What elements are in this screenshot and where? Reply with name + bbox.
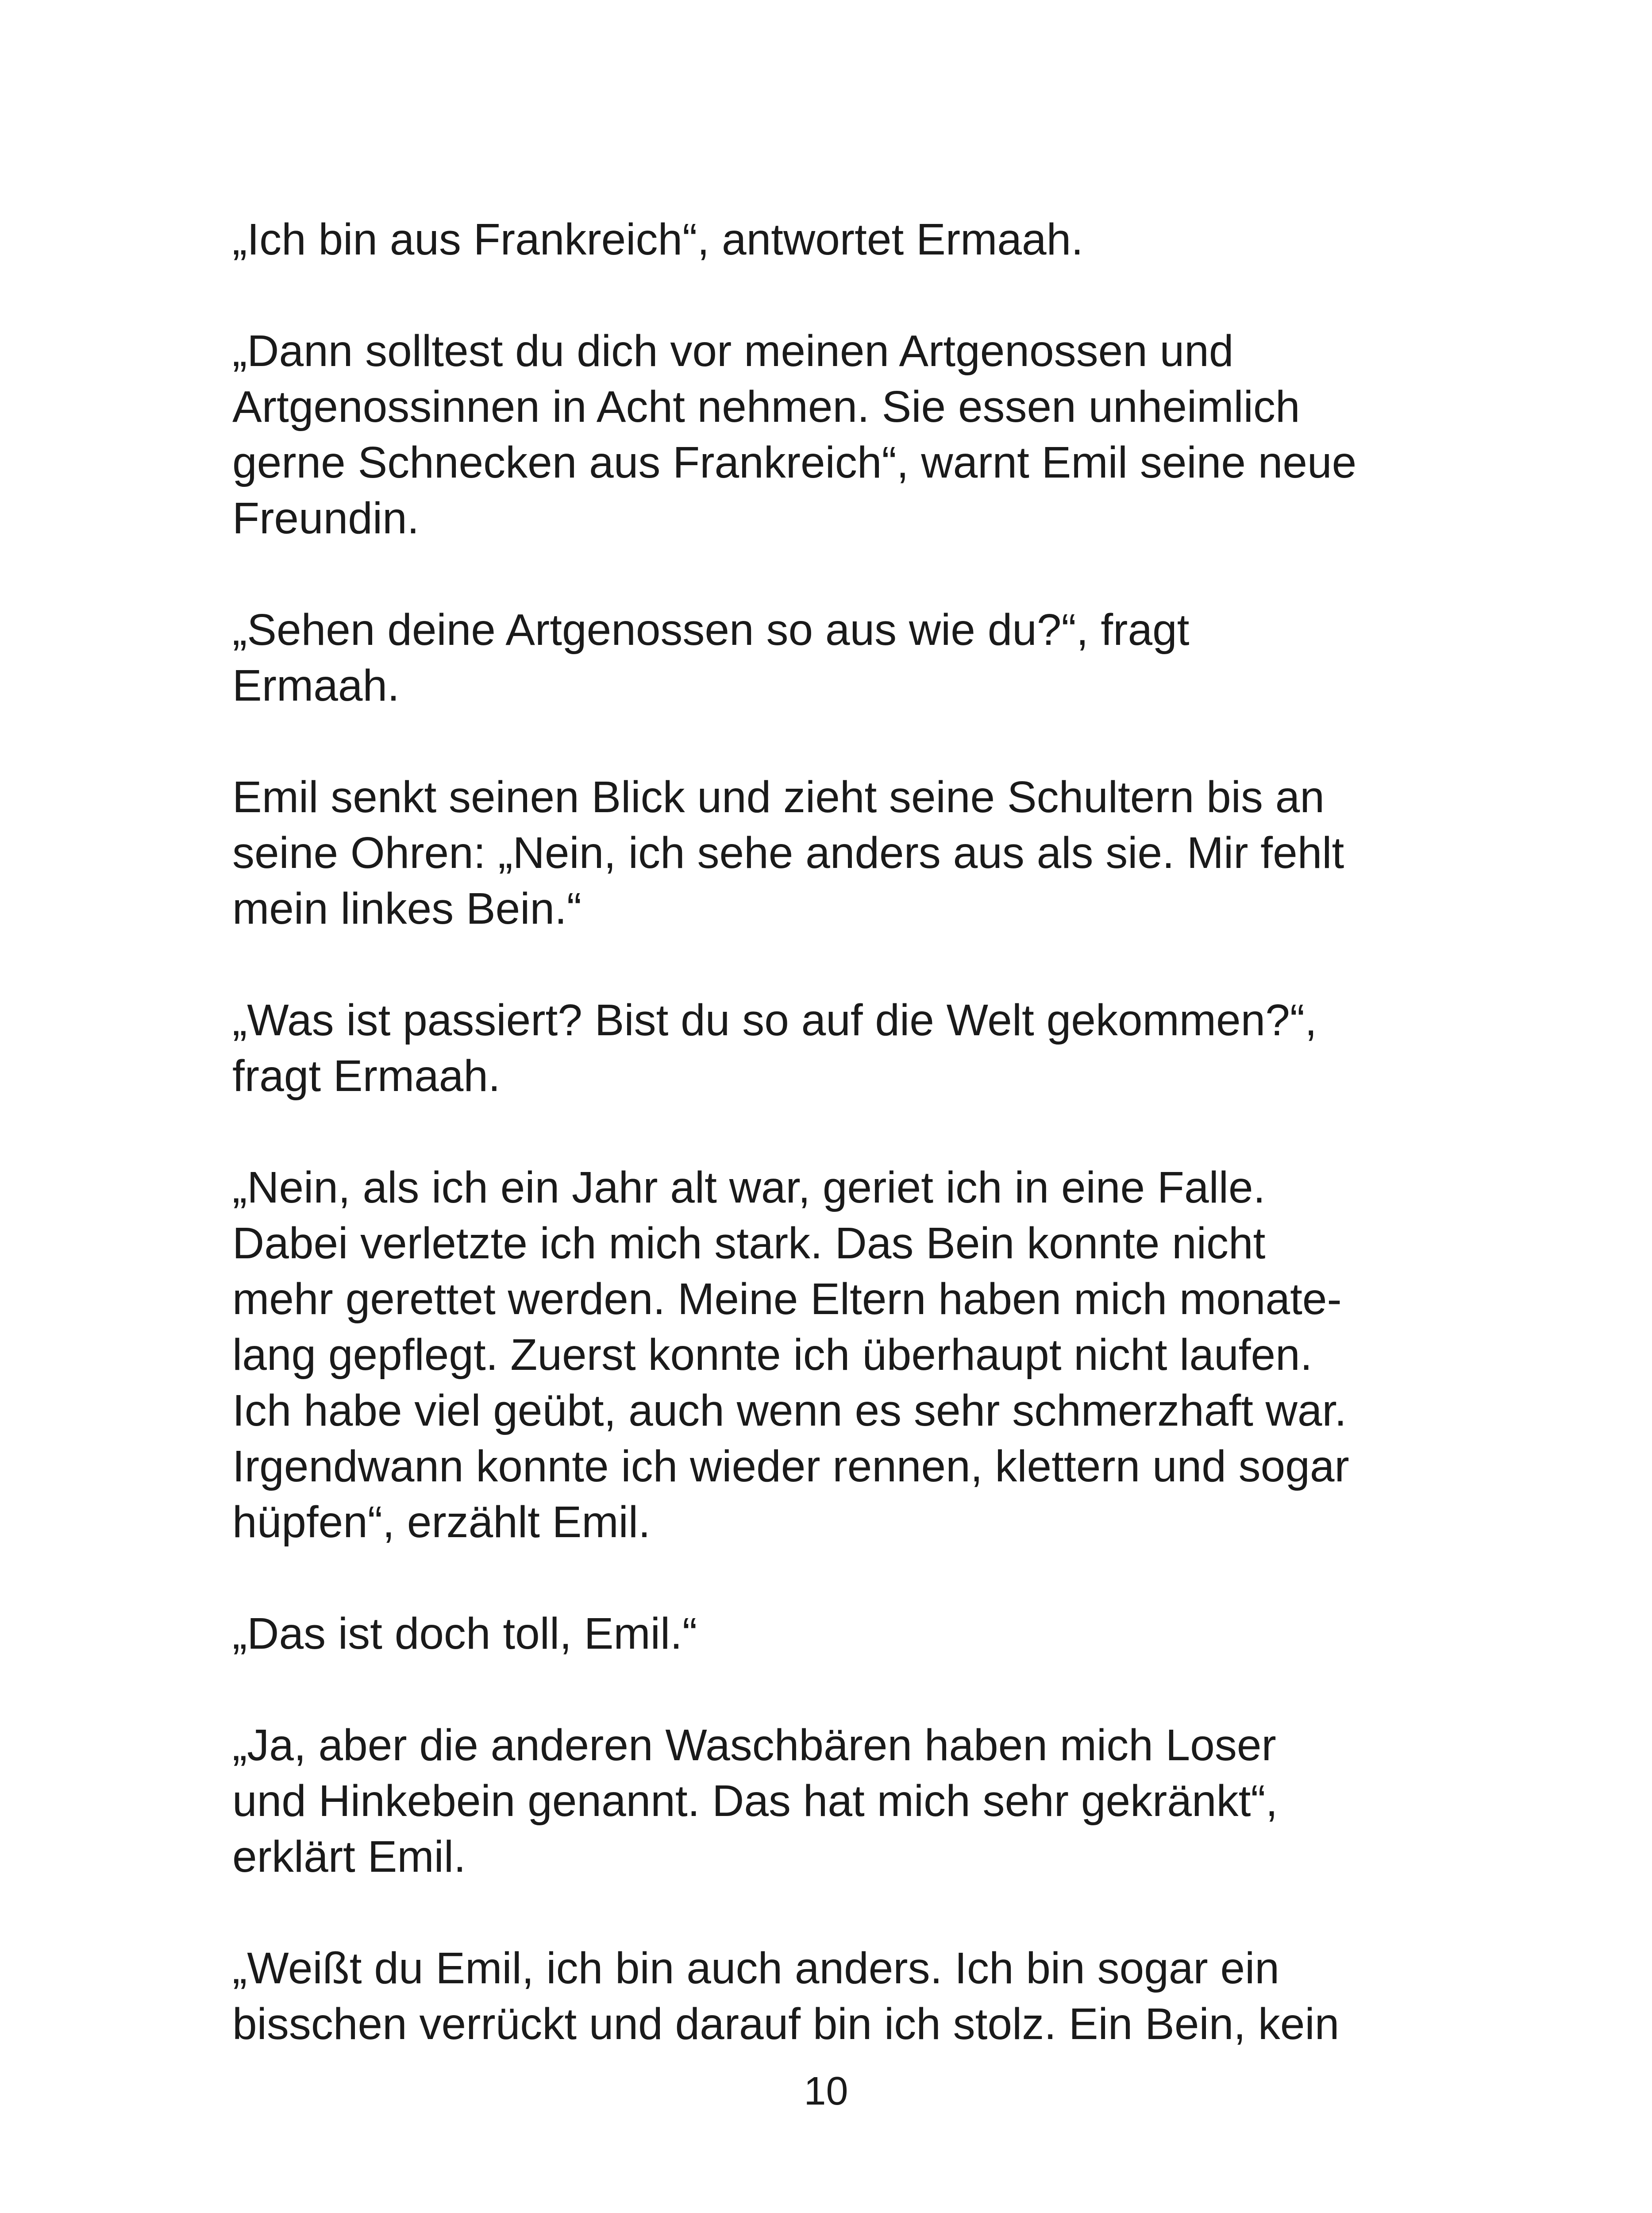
- text-line: Freundin.: [232, 493, 420, 543]
- paragraph: [232, 1606, 1471, 1662]
- text-line: „Sehen deine Artgenossen so aus wie du?“, fragt: [232, 605, 1190, 655]
- text-line: gerne Schnecken aus Frankreich“, warnt Emil seine neue: [232, 438, 1357, 487]
- paragraph: [232, 1717, 1471, 1885]
- text-line: mein linkes Bein.“: [232, 884, 582, 933]
- text-line: „Ja, aber die anderen Waschbären haben mich Loser: [232, 1720, 1276, 1770]
- text-line: „Weißt du Emil, ich bin auch anders. Ich bin sogar ein: [232, 1943, 1279, 1993]
- paragraph: [232, 992, 1471, 1104]
- paragraph: [232, 602, 1471, 713]
- text-line: lang gepflegt. Zuerst konnte ich überhaupt nicht laufen.: [232, 1330, 1313, 1380]
- text-line: Ermaah.: [232, 661, 400, 710]
- paragraph: [232, 1160, 1471, 1550]
- text-line: seine Ohren: „Nein, ich sehe anders aus als sie. Mir fehlt: [232, 828, 1344, 878]
- text-line: hüpfen“, erzählt Emil.: [232, 1497, 651, 1547]
- text-line: „Was ist passiert? Bist du so auf die Welt gekommen?“,: [232, 995, 1317, 1045]
- paragraph: [232, 1940, 1471, 2052]
- paragraph: [232, 212, 1471, 267]
- body-text: [232, 212, 1471, 2052]
- text-line: „Ich bin aus Frankreich“, antwortet Ermaah.: [232, 215, 1083, 264]
- text-line: fragt Ermaah.: [232, 1051, 501, 1101]
- text-line: erklärt Emil.: [232, 1832, 466, 1881]
- text-line: Emil senkt seinen Blick und zieht seine Schultern bis an: [232, 772, 1325, 822]
- text-line: Artgenossinnen in Acht nehmen. Sie essen unheimlich: [232, 382, 1300, 432]
- text-line: Ich habe viel geübt, auch wenn es sehr schmerzhaft war.: [232, 1386, 1347, 1435]
- text-line: Irgendwann konnte ich wieder rennen, klettern und sogar: [232, 1442, 1349, 1491]
- text-line: und Hinkebein genannt. Das hat mich sehr gekränkt“,: [232, 1776, 1278, 1826]
- page-number: 10: [804, 2069, 848, 2113]
- text-line: „Das ist doch toll, Emil.“: [232, 1609, 697, 1658]
- paragraph: [232, 323, 1471, 546]
- text-line: „Dann solltest du dich vor meinen Artgenossen und: [232, 326, 1234, 376]
- text-line: Dabei verletzte ich mich stark. Das Bein konnte nicht: [232, 1218, 1266, 1268]
- text-line: „Nein, als ich ein Jahr alt war, geriet ich in eine Falle.: [232, 1163, 1266, 1212]
- paragraph: [232, 769, 1471, 937]
- text-line: mehr gerettet werden. Meine Eltern haben mich monate-: [232, 1274, 1342, 1324]
- text-line: bisschen verrückt und darauf bin ich stolz. Ein Bein, kein: [232, 1999, 1340, 2049]
